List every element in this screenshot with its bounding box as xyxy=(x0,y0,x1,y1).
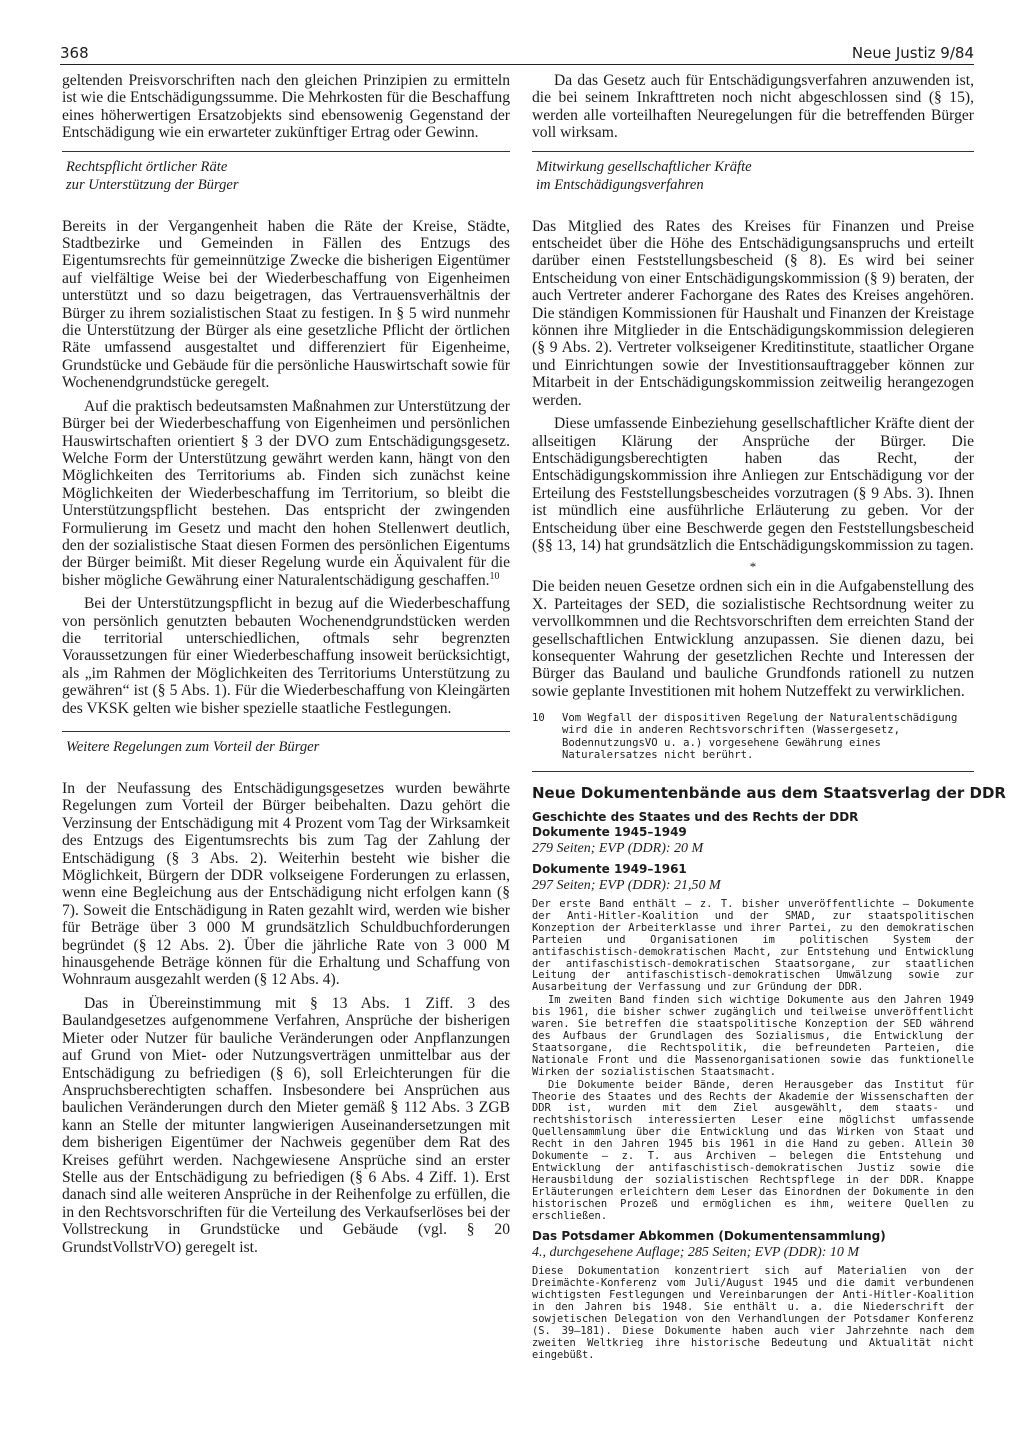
journal-issue: Neue Justiz 9/84 xyxy=(851,44,974,62)
section-heading-line: zur Unterstützung der Bürger xyxy=(66,176,239,193)
right-column xyxy=(532,72,1006,1363)
book-description: Diese Dokumentation konzentriert sich auf Materialien von der Dreimächte-Konferenz vom Juli/August 1945 und die damit verbundenen wichtigsten Festlegungen und Vereinbarungen der Anti-Hitler-Koalition in den Jahren bis 1948. Sie enthält u. a. die Niederschrift der sowjetischen Delegation von den Verhandlungen der Potsdamer Konferenz (S. 39–181). Diese Dokumente haben auch vier Jahrzehnte nach dem zweiten Weltkrieg ihre historische Bedeutung und Aktualität nicht eingebüßt. xyxy=(532,1265,974,1361)
page-number: 368 xyxy=(60,44,89,62)
section-heading-weitere-regelungen xyxy=(66,738,510,756)
section-rule xyxy=(62,731,510,732)
book-description: Die Dokumente beider Bände, deren Herausgeber das Institut für Theorie des Staates und des Rechts der Akademie der Wissenschaften der DDR ist, wurden mit dem Ziel ausgewählt, dem staats- und rechtshistorisch interessierten Leser eine möglichst umfassende Quellensammlung über die Entwicklung und das Wirken von Staat und Recht in den Jahren 1945 bis 1961 in die Hand zu geben. Allein 30 Dokumente – z. T. aus Archiven – belegen die Entstehung und Entwicklung der antifaschistisch-demokratischen Justiz sowie die Herausbildung der sozialistischen Rechtspflege in der DDR. Knappe Erläuterungen erleichtern dem Leser das Einordnen der Dokumente in den historischen Prozeß und ermöglichen es ihm, weitere Quellen zu erschließen. xyxy=(532,1078,974,1222)
section-heading-line: Weitere Regelungen zum Vorteil der Bürger xyxy=(66,739,320,755)
paragraph-text: Auf die praktisch bedeutsamsten Maßnahmen zur Unterstützung der Bürger bei der Wiederbeschaffung von Eigenheimen und persönlichen Hauswirtschaften orientiert § 3 der DVO zum Entschädigungsgesetz. Welche Form der Unterstützung gewährt werden kann, hängt von den Möglichkeiten des Territoriums ab. Finden sich zunächst keine Möglichkeiten der Wiederbeschaffung im Territorium, so bleibt die Unterstützungspflicht bestehen. Das entspricht der zwingenden Formulierung im Gesetz und macht den hohen Stellenwert deutlich, den der sozialistische Staat diesen Formen des persönlichen Eigentums der Bürger beimißt. Mit dieser Regelung wurde ein Äquivalent für die bisher mögliche Gewährung einer Naturalentschädigung geschaffen. xyxy=(62,397,510,589)
paragraph: Das in Übereinstimmung mit § 13 Abs. 1 Ziff. 3 des Baulandgesetzes aufgenommene Verfahren, Ansprüche der bisherigen Mieter oder Nutzer für bauliche Veränderungen oder Anpflanzungen auf Grund von Miet- oder Nutzungsverträgen unmittelbar aus der Entschädigung zu befriedigen (§ 6), soll Erleichterungen für die Anspruchsberechtigten schaffen. Insbesondere bei Ansprüchen aus baulichen Veränderungen durch den Mieter gemäß § 112 Abs. 3 ZGB kann an Stelle der mitunter langwierigen Auseinandersetzungen mit dem bisherigen Eigentümer der Nachweis gegenüber dem Rat des Kreises geführt werden. Nachgewiesene Ansprüche sind an erster Stelle aus der Entschädigung zu befriedigen (§ 6 Abs. 4 Ziff. 1). Erst danach sind alle weiteren Ansprüche in der Reihenfolge zu erfüllen, die in den Rechtsvorschriften für die Verteilung des Verkaufserlöses bei der Vollstreckung in Grundstücke und Gebäude (vgl. § 20 GrundstVollstrVO) geregelt ist. xyxy=(62,994,510,1256)
book-title: Das Potsdamer Abkommen (Dokumentensammlung) xyxy=(532,1229,886,1244)
book-subtitle: Dokumente 1945–1949 xyxy=(532,825,687,839)
book-title: Geschichte des Staates und des Rechts der DDR xyxy=(532,810,859,824)
section-separator-star: * xyxy=(749,559,757,575)
left-intro-paragraph: geltenden Preisvorschriften nach den gleichen Prinzipien zu ermitteln ist wie die Entschädigungssumme. Die Mehrkosten für die Beschaffung eines höherwertigen Ersatzobjekts sind ebensowenig Gegenstand der Entschädigung wie ein erwarteter zukünftiger Ertrag oder Gewinn. xyxy=(62,72,510,142)
section-rule xyxy=(62,151,510,152)
book-subtitle: Dokumente 1949–1961 xyxy=(532,862,687,876)
paragraph: Bereits in der Vergangenheit haben die Räte der Kreise, Städte, Stadtbezirke und Gemeinden in Fällen des Entzugs des Eigentumsrechts für gemeinnützige Zwecke die bisherigen Eigentümer auf vielfältige Weise bei der Wiederbeschaffung von Eigenheimen unterstützt und so dazu beigetragen, das Vertrauensverhältnis der Bürger zu ihrem sozialistischen Staat zu festigen. In § 5 wird nunmehr die Unterstützung der Bürger als eine gesetzliche Pflicht der örtlichen Räte umfassend ausgestaltet und differenziert für Eigenheime, Grundstücke und Gebäude für die persönliche Hauswirtschaft sowie für Wochenendgrundstücke geregelt. xyxy=(62,217,510,392)
section-rule xyxy=(532,151,974,152)
section-heading-mitwirkung xyxy=(536,158,974,194)
section-heading-line: Mitwirkung gesellschaftlicher Kräfte xyxy=(536,158,752,175)
book-description: Der erste Band enthält – z. T. bisher unveröffentlichte – Dokumente der Anti-Hitler-Koalition und der SMAD, zur staatspolitischen Konzeption der Arbeiterklasse und ihrer Partei, zu den demokratischen Parteien und Organisationen im politischen System der antifaschistisch-demokratischen Macht, zur Entstehung und Entwicklung der antifaschistisch-demokratischen Staatsorgane, zur staatlichen Leitung der antifaschistisch-demokratischen Umwälzung sowie zur Ausarbeitung der Verfassung und zur Gründung der DDR. xyxy=(532,898,974,994)
footnote xyxy=(532,712,974,761)
paragraph: Bei der Unterstützungspflicht in bezug auf die Wiederbeschaffung von persönlich genutzten bebauten Wochenendgrundstücken werden die territorial unterschiedlichen, oftmals sehr begrenzten Voraussetzungen für einer Wiederbeschaffung insoweit berücksichtigt, als „im Rahmen der Möglichkeiten des Territoriums Unterstützung zu gewähren“ ist (§ 5 Abs. 1). Für die Wiederbeschaffung von Kleingärten des VKSK gelten wie bisher spezielle staatliche Festlegungen. xyxy=(62,595,510,717)
book-meta: 4., durchgesehene Auflage; 285 Seiten; EVP (DDR): 10 M xyxy=(532,1245,860,1261)
section-heading-line: Rechtspflicht örtlicher Räte xyxy=(66,158,228,175)
header-rule xyxy=(60,64,974,65)
book-meta: 279 Seiten; EVP (DDR): 20 M xyxy=(532,841,704,856)
book-meta: 297 Seiten; EVP (DDR): 21,50 M xyxy=(532,878,721,893)
section-heading-line: im Entschädigungsverfahren xyxy=(536,176,704,193)
right-intro-paragraph: Da das Gesetz auch für Entschädigungsverfahren anzuwenden ist, die bei seinem Inkrafttreten noch nicht abgeschlossen sind (§ 15), werden alle vorteilhaften Neuregelungen für die betreffenden Bürger voll wirksam. xyxy=(532,72,974,142)
paragraph: Diese umfassende Einbeziehung gesellschaftlicher Kräfte dient der allseitigen Klärung der Ansprüche der Bürger. Die Entschädigungsberechtigten haben das Recht, der Entschädigungskommission ihre Anliegen zur Entschädigung vor der Erteilung des Feststellungsbescheides vorzutragen (§ 9 Abs. 3). Ihnen ist mündlich eine ausführliche Erläuterung zu geben. Vor der Entscheidung über eine Beschwerde gegen den Feststellungsbescheid (§§ 13, 14) hat grundsätzlich die Entschädigungskommission zu tagen. xyxy=(532,415,974,554)
left-column xyxy=(62,72,510,1262)
paragraph: Das Mitglied des Rates des Kreises für Finanzen und Preise entscheidet über die Höhe des Entschädigungsanspruchs und erteilt darüber einen Feststellungsbescheid (§ 8). Es wird bei seiner Entscheidung von einer Entschädigungskommission (§ 9) beraten, der auch Vertreter anderer Fachorgane des Rates des Kreises angehören. Die ständigen Kommissionen für Haushalt und Finanzen der Kreistage können ihre Mitglieder in die Entschädigungskommission delegieren (§ 9 Abs. 2). Vertreter volkseigener Kreditinstitute, staatlicher Organe und Einrichtungen sowie der Investitionsauftraggeber können zur Mitarbeit in der Entschädigungskommission zeitweilig herangezogen werden. xyxy=(532,217,974,409)
book-description: Im zweiten Band finden sich wichtige Dokumente aus den Jahren 1949 bis 1961, die bisher schwer zugänglich und teilweise unveröffentlicht waren. Sie betreffen die staatspolitische Konzeption der SED während des Aufbaus der Grundlagen des Sozialismus, die Entwicklung der Staatsorgane, die Rechtspolitik, die befreundeten Parteien, die Nationale Front und die Massenorganisationen sowie das funktionelle Wirken der sozialistischen Staatsmacht. xyxy=(532,994,974,1078)
footnote-text: Vom Wegfall der dispositiven Regelung der Naturalentschädigung wird die in anderen Rechtsvorschriften (Wassergesetz, BodennutzungsVO u. a.) vorgesehene Gewährung eines Naturalersatzes nicht berührt. xyxy=(562,712,958,761)
footnote-number: 10 xyxy=(532,712,545,725)
publisher-notice-title: Neue Dokumentenbände aus dem Staatsverlag der DDR xyxy=(532,784,1006,802)
footnote-reference: 10 xyxy=(489,570,500,582)
paragraph: In der Neufassung des Entschädigungsgesetzes wurden bewährte Regelungen zum Vorteil der Bürger beibehalten. Dazu gehört die Verzinsung der Entschädigung mit 4 Prozent vom Tag der Wirksamkeit des Entzugs des Eigentumsrechts bis zum Tag der Zahlung der Entschädigung (§ 3 Abs. 2). Weiterhin besteht wie bisher die Möglichkeit, Bürgern der DDR volkseigene Forderungen zu erlassen, wenn eine Begleichung aus der Entschädigung nicht erfolgen kann (§ 7). Soweit die Entschädigung in Raten gezahlt wird, werden wie bisher für Beträge über 3 000 M grundsätzlich Schuldbuchforderungen begründet (§ 12 Abs. 2). Über die jährliche Rate von 3 000 M hinausgehende Beträge können für die Erhaltung und Schaffung von Wohnraum ausgezahlt werden (§ 12 Abs. 4). xyxy=(62,780,510,989)
publisher-rule xyxy=(532,771,974,772)
paragraph: Die beiden neuen Gesetze ordnen sich ein in die Aufgabenstellung des X. Parteitages der SED, die sozialistische Rechtsordnung weiter zu vervollkommnen und die Rechtsvorschriften dem erreichten Stand der gesellschaftlichen Entwicklung anzupassen. Sie dienen dazu, bei konsequenter Wahrung der gesetzlichen Rechte und Interessen der Bürger das Bauland und bauliche Grundfonds rationell zu nutzen sowie geplante Investitionen mit hohem Nutzeffekt zu verwirklichen. xyxy=(532,578,974,700)
section-heading-rechtspflicht xyxy=(66,158,510,194)
paragraph-with-footnote xyxy=(62,398,510,589)
